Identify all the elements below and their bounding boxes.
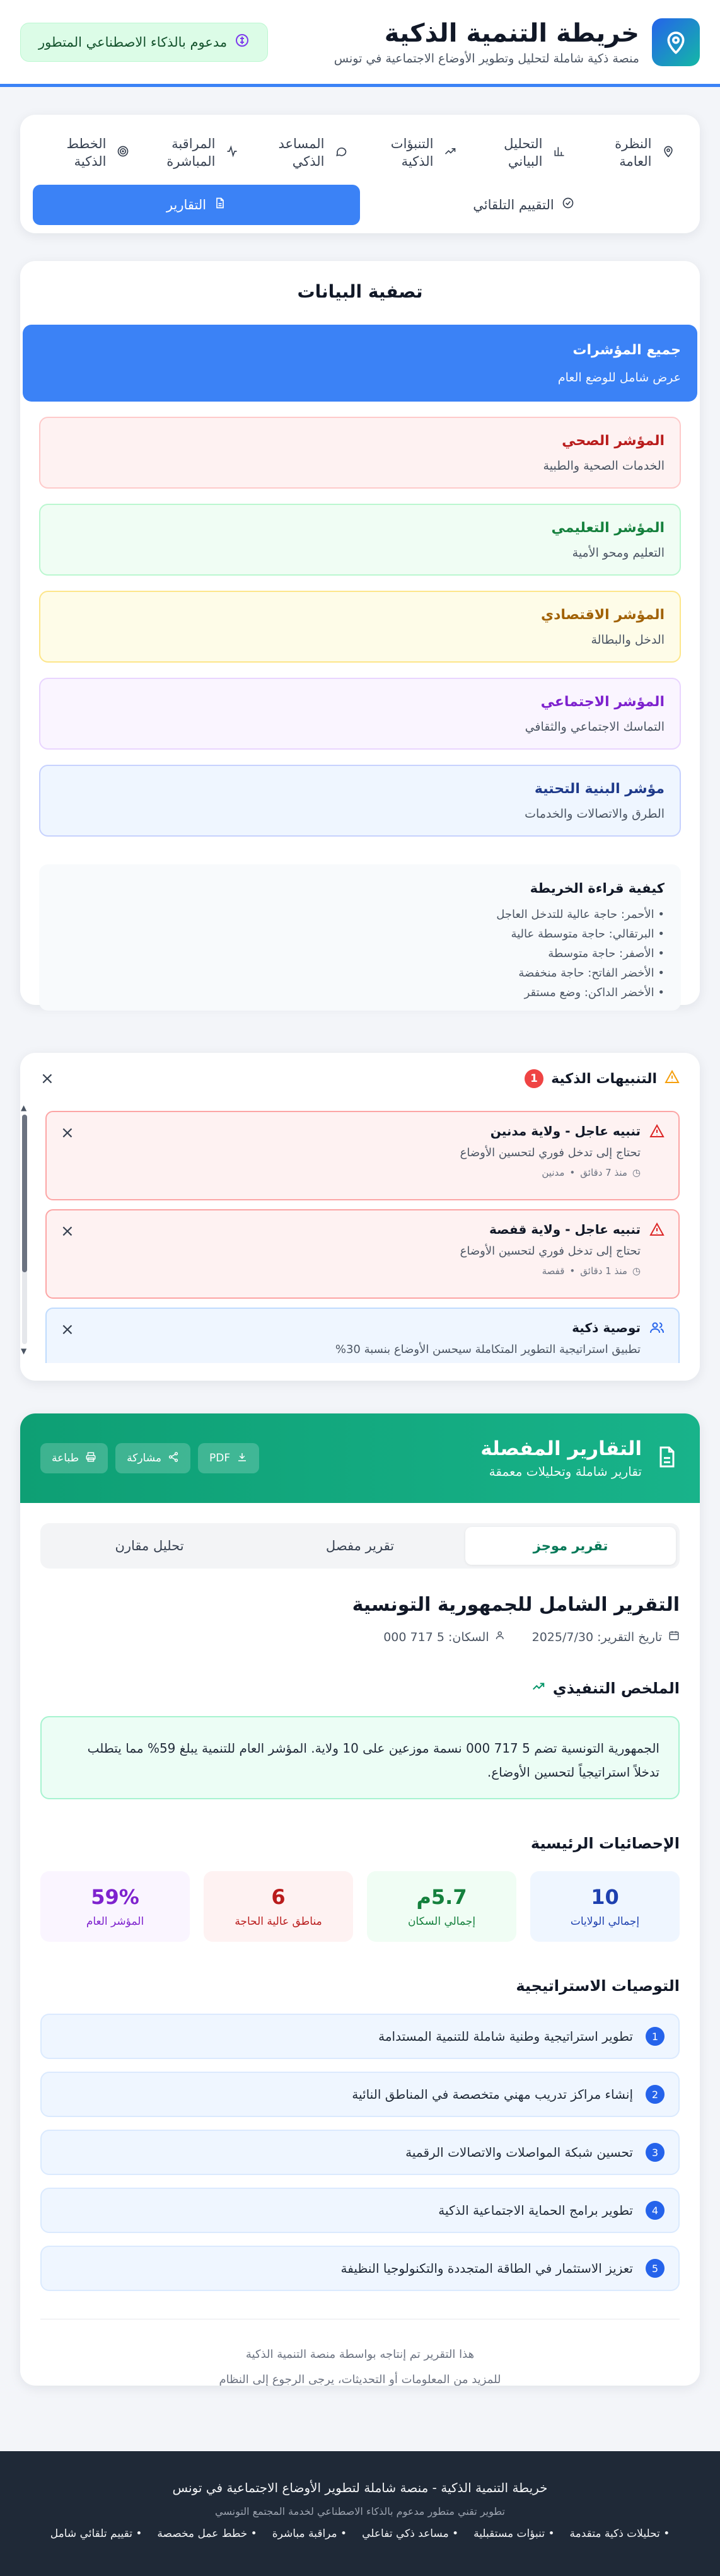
footer-subtitle: تطوير تقني متطور مدعوم بالذكاء الاصطناعي لخدمة المجتمع التونسي: [215, 2505, 505, 2517]
recommendation-item: [40, 2246, 680, 2291]
recommendation-item: [40, 2188, 680, 2233]
trend-icon: [444, 145, 456, 161]
filter-option-desc: عرض شامل للوضع العام: [557, 371, 681, 385]
alert-place: قفصة: [542, 1265, 565, 1277]
nav-item-plans[interactable]: [40, 131, 136, 175]
trend-icon: [531, 1680, 545, 1697]
legend-item: • الأصفر: حاجة متوسطة: [548, 947, 665, 960]
calendar-icon: [668, 1630, 680, 1644]
recommendation-text: تعزيز الاستثمار في الطاقة المتجددة والتكنولوجيا النظيفة: [340, 2261, 633, 2276]
alerts-list: [40, 1111, 680, 1363]
alert-title: تنبيه عاجل - ولاية قفصة: [489, 1222, 641, 1237]
scroll-down-icon[interactable]: ▼: [21, 1347, 27, 1355]
alert-text: تطبيق استراتيجية التطوير المتكاملة سيحسن الأوضاع بنسبة 30%: [335, 1343, 641, 1356]
recommendation-number: 1: [646, 2027, 665, 2046]
close-alerts-button[interactable]: ×: [40, 1069, 54, 1088]
filter-title: تصفية البيانات: [297, 281, 423, 302]
alerts-count-badge: 1: [525, 1069, 543, 1088]
stats-heading: الإحصائيات الرئيسية: [530, 1835, 680, 1852]
alert-item: [45, 1308, 680, 1363]
footer-feature: • تنبؤات مستقبلية: [473, 2527, 555, 2540]
warning-icon: [665, 1069, 680, 1088]
brain-icon: [235, 33, 250, 51]
filter-option-desc: الخدمات الصحية والطبية: [543, 459, 665, 473]
filter-option-desc: الطرق والاتصالات والخدمات: [525, 807, 665, 821]
footer-feature: • تحليلات ذكية متقدمة: [569, 2527, 670, 2540]
recommendation-text: تطوير برامج الحماية الاجتماعية الذكية: [438, 2203, 633, 2218]
filter-panel: [20, 261, 700, 1005]
document-icon: [214, 197, 226, 212]
footer-feature: • خطط عمل مخصصة: [157, 2527, 257, 2540]
map-pin-icon: [662, 145, 675, 161]
recommendation-item: [40, 2072, 680, 2117]
stat-label: إجمالي السكان: [407, 1915, 476, 1928]
nav-item-label: التحليل البياني: [504, 136, 543, 170]
recommendation-text: تطوير استراتيجية وطنية شاملة للتنمية المستدامة: [378, 2029, 633, 2044]
users-icon: [496, 1630, 507, 1644]
alert-time: منذ 7 دقائق: [580, 1167, 627, 1178]
alerts-title-label: التنبيهات الذكية: [551, 1070, 657, 1087]
recommendation-text: إنشاء مراكز تدريب مهني متخصصة في المناطق النائية: [352, 2087, 633, 2102]
activity-icon: [226, 145, 238, 161]
printer-icon: [85, 1451, 96, 1466]
alert-title: توصية ذكية: [572, 1320, 641, 1335]
clock-icon: ◷: [632, 1265, 641, 1277]
users-icon: [649, 1320, 665, 1356]
app-subtitle: منصة ذكية شاملة لتحليل وتطوير الأوضاع الاجتماعية في تونس: [334, 51, 639, 66]
tab-auto-eval[interactable]: [360, 185, 687, 225]
tab-comparative-analysis[interactable]: تحليل مقارن: [115, 1538, 184, 1553]
alert-meta: ◷ منذ 1 دقائق • قفصة: [542, 1265, 641, 1277]
download-icon: [236, 1451, 248, 1466]
report-footer: [40, 2319, 680, 2386]
reports-title: التقارير المفصلة: [480, 1437, 642, 1460]
nav-item-label: المراقبة المباشرة: [166, 136, 216, 170]
alert-item: [45, 1111, 680, 1200]
recommendation-number: 2: [646, 2085, 665, 2104]
alert-item: [45, 1209, 680, 1299]
brand: [334, 18, 700, 66]
alerts-scrollbar[interactable]: [20, 1103, 29, 1355]
warning-icon: [649, 1222, 665, 1277]
stats-grid: [40, 1871, 680, 1942]
ai-badge: [20, 23, 268, 62]
report-footer-line: للمزيد من المعلومات أو التحديثات، يرجى الرجوع إلى النظام: [219, 2373, 501, 2386]
check-circle-icon: [562, 197, 574, 212]
tab-label: التقييم التلقائي: [473, 197, 554, 212]
alert-text: تحتاج إلى تدخل فوري لتحسين الأوضاع: [460, 1244, 641, 1258]
pdf-button[interactable]: [198, 1443, 259, 1473]
filter-option-desc: التعليم ومحو الأمية: [572, 546, 665, 560]
report-title: التقرير الشامل للجمهورية التونسية: [352, 1594, 680, 1616]
executive-summary: الجمهورية التونسية تضم 5 717 000 نسمة موزعين على 10 ولاية. المؤشر العام للتنمية يبلغ 59% مما يتطلب تدخلاً استراتيجياً لتحسين الأوضاع.: [40, 1716, 680, 1799]
summary-heading: [40, 1680, 680, 1697]
main-nav: [20, 115, 700, 233]
nav-item-label: المساعد الذكي: [278, 136, 325, 170]
alert-place: مدنين: [542, 1167, 565, 1178]
scroll-thumb[interactable]: [22, 1115, 27, 1272]
filter-infrastructure[interactable]: [39, 765, 681, 837]
filter-health[interactable]: [39, 417, 681, 489]
dismiss-alert-button[interactable]: ×: [61, 1123, 74, 1142]
pdf-button-label: PDF: [209, 1452, 231, 1465]
filter-education[interactable]: [39, 504, 681, 576]
alerts-title: [525, 1069, 680, 1088]
stat-label: إجمالي الولايات: [570, 1915, 640, 1928]
filter-all-indicators[interactable]: [23, 325, 697, 402]
report-meta: [40, 1630, 680, 1644]
nav-item-overview[interactable]: [585, 131, 681, 175]
reports-panel: [20, 1413, 700, 2386]
alert-title: تنبيه عاجل - ولاية مدنين: [490, 1123, 641, 1139]
tab-reports[interactable]: [33, 185, 360, 225]
recommendation-item: [40, 2014, 680, 2059]
stat-value: 59%: [91, 1885, 139, 1909]
share-icon: [168, 1451, 179, 1466]
legend-item: • الأخضر الفاتح: حاجة منخفضة: [518, 966, 665, 980]
bar-chart-icon: [553, 145, 566, 161]
nav-item-monitoring[interactable]: [149, 131, 245, 175]
warning-icon: [649, 1123, 665, 1178]
recommendations-list: [40, 2014, 680, 2291]
filter-option-title: المؤشر التعليمي: [551, 520, 665, 536]
map-legend: [39, 864, 681, 1011]
tab-label: التقارير: [166, 197, 207, 212]
nav-item-charts[interactable]: [476, 131, 572, 175]
stat-value: 6: [271, 1885, 286, 1909]
report-date: تاريخ التقرير: 2025/7/30: [531, 1630, 662, 1644]
nav-item-predictions[interactable]: [367, 131, 463, 175]
filter-option-title: مؤشر البنية التحتية: [534, 781, 665, 797]
nav-item-label: التنبؤات الذكية: [390, 136, 434, 170]
tab-detailed-report[interactable]: تقرير مفصل: [325, 1538, 395, 1553]
recommendation-text: تحسين شبكة المواصلات والاتصالات الرقمية: [405, 2145, 633, 2160]
stat-card: [204, 1871, 353, 1942]
filter-social[interactable]: [39, 678, 681, 750]
summary-heading-label: الملخص التنفيذي: [552, 1680, 680, 1697]
recommendations-heading: التوصيات الاستراتيجية: [516, 1977, 680, 1995]
recommendation-number: 3: [646, 2143, 665, 2162]
header: [0, 0, 720, 87]
print-button-label: طباعة: [52, 1452, 79, 1465]
nav-item-label: النظرة العامة: [615, 136, 652, 170]
stat-card: [367, 1871, 516, 1942]
dismiss-alert-button[interactable]: ×: [61, 1320, 74, 1339]
clock-icon: ◷: [632, 1167, 641, 1178]
nav-item-assistant[interactable]: [258, 131, 354, 175]
alert-time: منذ 1 دقائق: [580, 1265, 627, 1277]
report-tabs: [40, 1523, 680, 1569]
recommendation-item: [40, 2130, 680, 2175]
footer-feature: • مساعد ذكي تفاعلي: [362, 2527, 459, 2540]
target-icon: [117, 145, 129, 161]
document-icon: [654, 1444, 680, 1472]
recommendation-number: 5: [646, 2259, 665, 2278]
nav-item-label: الخطط الذكية: [66, 136, 107, 170]
legend-item: • الأخضر الداكن: وضع مستقر: [524, 986, 665, 999]
reports-header: [20, 1413, 700, 1503]
footer-title: خريطة التنمية الذكية - منصة شاملة لتطوير الأوضاع الاجتماعية في تونس: [172, 2480, 548, 2495]
filter-option-title: المؤشر الاجتماعي: [540, 694, 665, 710]
site-footer: [0, 2451, 720, 2576]
alert-meta: ◷ منذ 7 دقائق • مدنين: [542, 1167, 641, 1178]
scroll-up-icon[interactable]: ▲: [21, 1103, 27, 1112]
app-title: خريطة التنمية الذكية: [384, 18, 639, 48]
dismiss-alert-button[interactable]: ×: [61, 1222, 74, 1241]
alert-text: تحتاج إلى تدخل فوري لتحسين الأوضاع: [460, 1146, 641, 1159]
footer-features: [0, 2527, 720, 2540]
share-button-label: مشاركة: [127, 1452, 161, 1465]
footer-feature: • مراقبة مباشرة: [272, 2527, 347, 2540]
filter-economic[interactable]: [39, 591, 681, 663]
recommendation-number: 4: [646, 2201, 665, 2220]
print-button[interactable]: [40, 1443, 108, 1473]
share-button[interactable]: [115, 1443, 190, 1473]
tab-brief-report[interactable]: تقرير موجز: [465, 1527, 676, 1565]
alerts-panel: [20, 1053, 700, 1381]
ai-badge-label: مدعوم بالذكاء الاصطناعي المتطور: [38, 34, 228, 50]
filter-option-title: المؤشر الاقتصادي: [540, 607, 665, 623]
legend-title: كيفية قراءة الخريطة: [530, 881, 665, 896]
legend-item: • الأحمر: حاجة عالية للتدخل العاجل: [496, 908, 665, 921]
footer-feature: • تقييم تلقائي شامل: [50, 2527, 142, 2540]
stat-value: 5.7م: [416, 1885, 467, 1909]
report-population: السكان: 5 717 000: [383, 1630, 489, 1644]
reports-subtitle: تقارير شاملة وتحليلات معمقة: [489, 1464, 642, 1479]
stat-card: [40, 1871, 190, 1942]
filter-option-desc: الدخل والبطالة: [591, 633, 665, 647]
report-footer-line: هذا التقرير تم إنتاجه بواسطة منصة التنمية الذكية: [245, 2348, 475, 2361]
map-pin-icon: [652, 18, 700, 66]
filter-option-title: المؤشر الصحي: [562, 433, 665, 449]
filter-option-title: جميع المؤشرات: [572, 342, 681, 358]
filter-option-desc: التماسك الاجتماعي والثقافي: [525, 720, 665, 734]
stat-label: مناطق عالية الحاجة: [235, 1915, 322, 1928]
chat-icon: [335, 145, 347, 161]
stat-label: المؤشر العام: [86, 1915, 144, 1928]
legend-item: • البرتقالي: حاجة متوسطة عالية: [511, 927, 665, 941]
stat-card: [530, 1871, 680, 1942]
stat-value: 10: [591, 1885, 619, 1909]
